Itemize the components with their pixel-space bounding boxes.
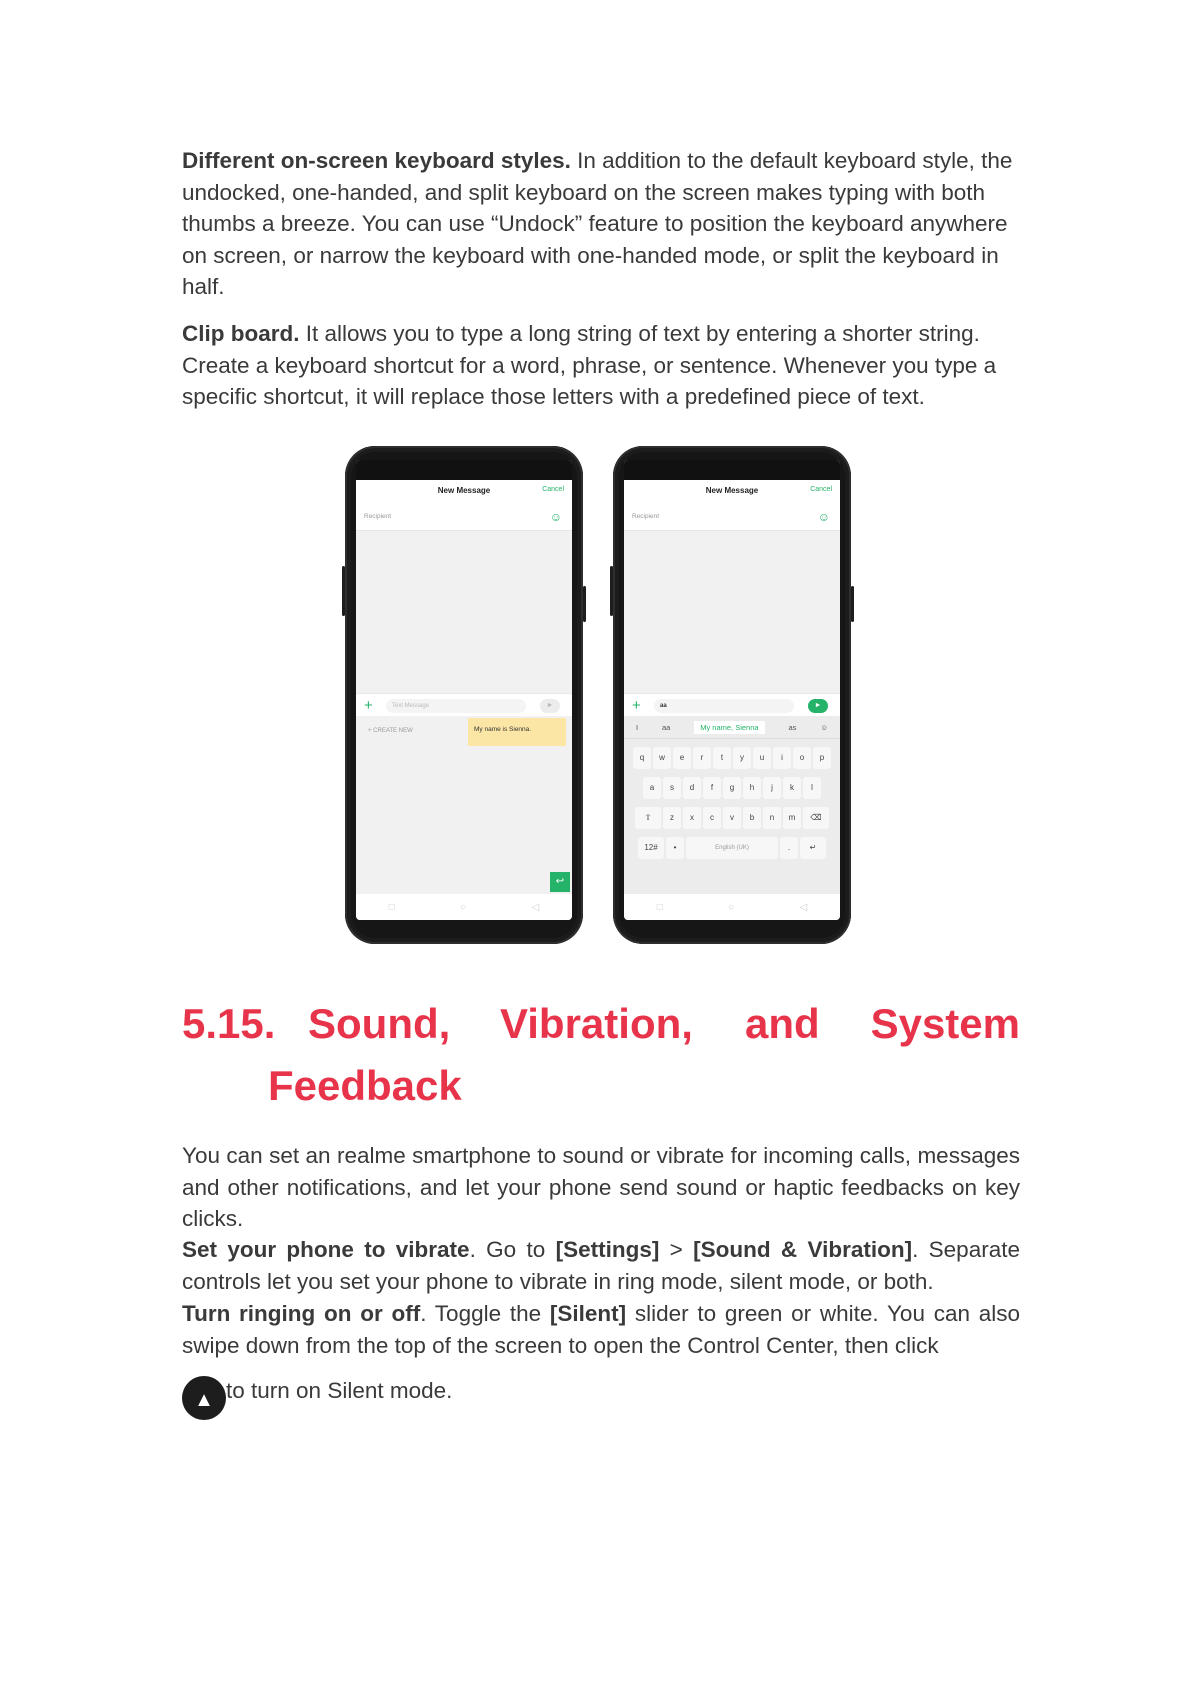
home-icon[interactable]: ○ bbox=[728, 901, 735, 913]
key-f[interactable]: f bbox=[703, 777, 721, 799]
new-message-title: New Message bbox=[705, 486, 759, 495]
keyboard bbox=[624, 716, 840, 894]
keyboard-styles-paragraph bbox=[182, 145, 1020, 303]
numbers-key[interactable]: 12# bbox=[638, 837, 664, 859]
key-t[interactable]: t bbox=[713, 747, 731, 769]
key-b[interactable]: b bbox=[743, 807, 761, 829]
ringing-text: . Toggle the bbox=[420, 1301, 550, 1326]
backspace-key[interactable]: ⌫ bbox=[803, 807, 829, 829]
vibrate-text: > bbox=[659, 1237, 694, 1262]
recent-apps-icon[interactable]: □ bbox=[388, 901, 395, 913]
silent-slider-name: [Silent] bbox=[549, 1301, 627, 1326]
heading-word: Vibration, bbox=[500, 1000, 693, 1047]
ringing-paragraph bbox=[182, 1298, 1020, 1361]
key-u[interactable]: u bbox=[753, 747, 771, 769]
vibrate-paragraph bbox=[182, 1234, 1020, 1297]
add-contact-icon[interactable]: ☺ bbox=[817, 510, 830, 524]
add-contact-icon[interactable]: ☺ bbox=[549, 510, 562, 524]
key-y[interactable]: y bbox=[733, 747, 751, 769]
recent-apps-icon[interactable]: □ bbox=[656, 901, 663, 913]
sound-intro-paragraph: You can set an realme smartphone to sound or vibrate for incoming calls, messages and other notifications, and let your phone send sound or haptic feedbacks on key clicks. bbox=[182, 1143, 1020, 1231]
key-i[interactable]: i bbox=[773, 747, 791, 769]
key-h[interactable]: h bbox=[743, 777, 761, 799]
suggestion-1[interactable]: aa bbox=[661, 722, 671, 732]
silent-mode-text: to turn on Silent mode. bbox=[226, 1378, 453, 1403]
heading-word: Sound, bbox=[308, 1000, 451, 1047]
key-v[interactable]: v bbox=[723, 807, 741, 829]
period-key[interactable]: . bbox=[780, 837, 798, 859]
key-k[interactable]: k bbox=[783, 777, 801, 799]
phone-screen bbox=[624, 460, 840, 920]
section-heading-line2: Feedback bbox=[268, 1062, 462, 1109]
add-attachment-icon[interactable]: + bbox=[632, 697, 641, 714]
clipboard-note[interactable]: My name is Sienna. bbox=[468, 718, 566, 746]
back-icon[interactable]: ◁ bbox=[799, 901, 808, 913]
clipboard-lead: Clip board. bbox=[182, 321, 300, 346]
message-input[interactable]: Text Message bbox=[386, 699, 526, 713]
key-m[interactable]: m bbox=[783, 807, 801, 829]
settings-path: [Settings] bbox=[555, 1237, 660, 1262]
phone-clipboard-screenshot bbox=[345, 446, 583, 944]
key-d[interactable]: d bbox=[683, 777, 701, 799]
cursor-icon[interactable]: I bbox=[635, 722, 639, 732]
suggestion-2[interactable]: My name, Sienna bbox=[694, 721, 764, 734]
key-o[interactable]: o bbox=[793, 747, 811, 769]
vibrate-text: . Separate controls let you set your phone to vibrate in ring mode, silent mode, or both. bbox=[182, 1237, 1020, 1294]
silent-mode-paragraph bbox=[182, 1375, 1020, 1420]
keyboard-styles-lead: Different on-screen keyboard styles. bbox=[182, 148, 571, 173]
shift-key[interactable]: ⇧ bbox=[635, 807, 661, 829]
sound-vibration-path: [Sound & Vibration] bbox=[693, 1237, 913, 1262]
ringing-text: slider to green or white. You can also swipe down from the top of the screen to open the Control Center, then click bbox=[182, 1301, 1020, 1358]
key-n[interactable]: n bbox=[763, 807, 781, 829]
clipboard-text: It allows you to type a long string of text by entering a shorter string. Create a keyboard shortcut for a word, phrase, or sentence. Whenever you type a specific shortcut, it will replace those letters with a predefined piece of text. bbox=[182, 321, 997, 409]
send-button[interactable]: ► bbox=[540, 699, 560, 713]
space-key[interactable]: English (UK) bbox=[686, 837, 778, 859]
vibrate-text: . Go to bbox=[469, 1237, 556, 1262]
key-q[interactable]: q bbox=[633, 747, 651, 769]
silent-mode-icon: ▲ bbox=[182, 1376, 226, 1420]
key-l[interactable]: l bbox=[803, 777, 821, 799]
return-icon[interactable]: ↩ bbox=[550, 872, 570, 892]
home-icon[interactable]: ○ bbox=[460, 901, 467, 913]
vibrate-lead: Set your phone to vibrate bbox=[182, 1237, 470, 1262]
mic-icon[interactable]: • bbox=[666, 837, 684, 859]
key-c[interactable]: c bbox=[703, 807, 721, 829]
key-w[interactable]: w bbox=[653, 747, 671, 769]
key-e[interactable]: e bbox=[673, 747, 691, 769]
section-heading bbox=[182, 1000, 1020, 1051]
message-input[interactable]: aa bbox=[654, 699, 794, 713]
enter-icon[interactable]: ↵ bbox=[800, 837, 826, 859]
emoji-icon[interactable]: ☺ bbox=[820, 722, 828, 732]
phone-screen bbox=[356, 460, 572, 920]
cancel-link[interactable]: Cancel bbox=[810, 486, 832, 493]
cancel-link[interactable]: Cancel bbox=[542, 486, 564, 493]
recipient-label: Recipient bbox=[364, 513, 392, 520]
key-p[interactable]: p bbox=[813, 747, 831, 769]
recipient-label: Recipient bbox=[632, 513, 660, 520]
heading-word: System bbox=[870, 1000, 1020, 1047]
ringing-lead: Turn ringing on or off bbox=[182, 1301, 421, 1326]
key-x[interactable]: x bbox=[683, 807, 701, 829]
heading-word: and bbox=[745, 1000, 820, 1047]
key-a[interactable]: a bbox=[643, 777, 661, 799]
clipboard-paragraph bbox=[182, 318, 1020, 413]
clipboard-panel bbox=[356, 716, 572, 894]
new-message-title: New Message bbox=[437, 486, 491, 495]
key-g[interactable]: g bbox=[723, 777, 741, 799]
send-button[interactable]: ► bbox=[808, 699, 828, 713]
key-r[interactable]: r bbox=[693, 747, 711, 769]
back-icon[interactable]: ◁ bbox=[531, 901, 540, 913]
create-new-button[interactable]: + CREATE NEW bbox=[368, 728, 413, 734]
keyboard-styles-text: In addition to the default keyboard style, the undocked, one-handed, and split keyboard on the screen makes typing with both thumbs a breeze. You can use “Undock” feature to position the keyboard anywhere on screen, or narrow the keyboard with one-handed mode, or split the keyboard in half. bbox=[182, 148, 1013, 299]
key-s[interactable]: s bbox=[663, 777, 681, 799]
key-j[interactable]: j bbox=[763, 777, 781, 799]
section-number: 5.15. bbox=[182, 1000, 276, 1047]
key-z[interactable]: z bbox=[663, 807, 681, 829]
suggestion-3[interactable]: as bbox=[788, 722, 797, 732]
phone-keyboard-screenshot bbox=[613, 446, 851, 944]
add-attachment-icon[interactable]: + bbox=[364, 697, 373, 714]
